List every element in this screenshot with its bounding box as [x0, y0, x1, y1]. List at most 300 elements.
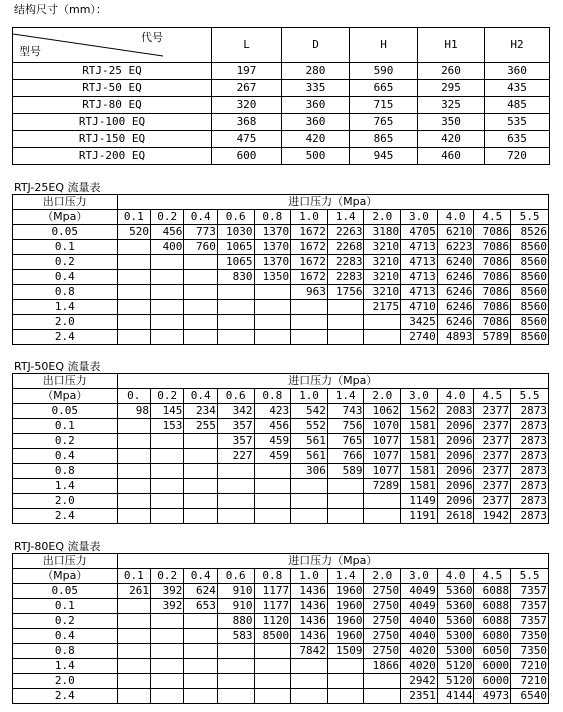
- flow-value-cell: [254, 689, 291, 704]
- flow-value-cell: 760: [184, 240, 217, 255]
- flow-value-cell: [151, 434, 184, 449]
- inlet-pressure-header: 0.2: [151, 569, 184, 584]
- flow-value-cell: [327, 659, 364, 674]
- flow-value-cell: 2873: [511, 494, 549, 509]
- dimensions-row: [13, 148, 550, 165]
- outlet-pressure-cell: 2.0: [13, 494, 118, 509]
- flow-value-cell: 1960: [327, 584, 364, 599]
- outlet-pressure-cell: 0.2: [13, 255, 118, 270]
- outlet-pressure-cell: 0.4: [13, 449, 118, 464]
- dimension-value-cell: 720: [485, 148, 550, 165]
- flow-table-rtj-80eq: [12, 553, 549, 704]
- flow-value-cell: 2377: [474, 449, 511, 464]
- dimension-value-cell: 600: [212, 148, 282, 165]
- flow-value-cell: 4713: [401, 270, 438, 285]
- flow-value-cell: 423: [254, 404, 291, 419]
- flow-value-cell: [254, 330, 291, 345]
- flow-value-cell: 2096: [437, 464, 474, 479]
- flow-value-cell: 4973: [474, 689, 511, 704]
- flow-value-cell: [184, 644, 217, 659]
- flow-value-cell: 1177: [254, 584, 291, 599]
- flow-value-cell: [117, 659, 150, 674]
- flow-value-cell: 2283: [327, 255, 364, 270]
- dimension-value-cell: 360: [282, 114, 350, 131]
- flow-value-cell: 624: [184, 584, 217, 599]
- inlet-pressure-header: 0.8: [254, 389, 291, 404]
- dimension-value-cell: 590: [350, 63, 418, 80]
- dimension-value-cell: 360: [282, 97, 350, 114]
- flow-value-cell: [327, 674, 364, 689]
- flow-value-cell: [364, 330, 401, 345]
- flow-value-cell: 357: [217, 419, 254, 434]
- dimensions-header-row: [13, 28, 550, 63]
- flow-value-cell: 2263: [327, 225, 364, 240]
- dimensions-column-header: L: [212, 28, 282, 63]
- flow-value-cell: 5789: [474, 330, 511, 345]
- flow-value-cell: [151, 494, 184, 509]
- flow-value-cell: 8500: [254, 629, 291, 644]
- flow-value-cell: 4040: [401, 614, 438, 629]
- flow-value-cell: 234: [184, 404, 217, 419]
- flow-value-cell: [151, 315, 184, 330]
- flow-value-cell: 7289: [364, 479, 401, 494]
- flow-value-cell: [184, 330, 217, 345]
- flow-value-cell: [151, 509, 184, 524]
- flow-value-cell: 2096: [437, 449, 474, 464]
- flow-value-cell: 6540: [511, 689, 549, 704]
- outlet-pressure-cell: 0.8: [13, 464, 118, 479]
- flow-value-cell: [151, 270, 184, 285]
- flow-value-cell: 6088: [474, 614, 511, 629]
- flow-row: [13, 404, 549, 419]
- dimension-value-cell: 635: [485, 131, 550, 148]
- flow-value-cell: 773: [184, 225, 217, 240]
- model-cell: RTJ-150 EQ: [13, 131, 212, 148]
- flow-value-cell: 2750: [364, 584, 401, 599]
- outlet-pressure-cell: 0.1: [13, 419, 118, 434]
- flow-value-cell: 1672: [291, 270, 328, 285]
- inlet-pressure-header: 0.2: [151, 210, 184, 225]
- flow-value-cell: [117, 255, 150, 270]
- flow-value-cell: [254, 285, 291, 300]
- inlet-pressure-header: 1.4: [327, 210, 364, 225]
- flow-value-cell: 459: [254, 449, 291, 464]
- flow-value-cell: 3210: [364, 255, 401, 270]
- flow-value-cell: 1436: [291, 599, 328, 614]
- flow-value-cell: 1942: [474, 509, 511, 524]
- flow-value-cell: [184, 434, 217, 449]
- flow-value-cell: 5300: [437, 644, 474, 659]
- flow-value-cell: 2175: [364, 300, 401, 315]
- flow-value-cell: 4020: [401, 659, 438, 674]
- flow-row: [13, 255, 549, 270]
- flow-value-cell: [217, 464, 254, 479]
- flow-value-cell: 3210: [364, 285, 401, 300]
- flow-value-cell: 1370: [254, 255, 291, 270]
- flow-value-cell: 589: [327, 464, 364, 479]
- inlet-pressure-header: 1.0: [291, 389, 328, 404]
- flow-value-cell: 7350: [511, 644, 549, 659]
- flow-row: [13, 494, 549, 509]
- flow-value-cell: 1065: [217, 255, 254, 270]
- flow-value-cell: 2740: [401, 330, 438, 345]
- flow-value-cell: 7210: [511, 659, 549, 674]
- inlet-pressure-header: 4.0: [437, 389, 474, 404]
- flow-value-cell: [327, 689, 364, 704]
- flow-value-cell: 6240: [437, 255, 474, 270]
- flow-header-row: [13, 210, 549, 225]
- flow-value-cell: [184, 689, 217, 704]
- flow-value-cell: 8526: [511, 225, 549, 240]
- flow-value-cell: 7086: [474, 300, 511, 315]
- dimension-value-cell: 765: [350, 114, 418, 131]
- flow-value-cell: [151, 674, 184, 689]
- flow-value-cell: 4049: [401, 599, 438, 614]
- inlet-pressure-header: 4.0: [437, 210, 474, 225]
- flow-value-cell: [184, 300, 217, 315]
- flow-value-cell: [364, 509, 401, 524]
- model-cell: RTJ-100 EQ: [13, 114, 212, 131]
- flow-value-cell: 1077: [364, 449, 401, 464]
- flow-value-cell: 1065: [217, 240, 254, 255]
- flow-value-cell: 7350: [511, 629, 549, 644]
- flow-value-cell: 1149: [401, 494, 438, 509]
- flow-value-cell: [291, 494, 328, 509]
- flow-value-cell: 456: [151, 225, 184, 240]
- outlet-pressure-cell: 2.0: [13, 674, 118, 689]
- flow-row: [13, 509, 549, 524]
- flow-value-cell: [151, 449, 184, 464]
- flow-value-cell: 7086: [474, 255, 511, 270]
- flow-row: [13, 300, 549, 315]
- flow-value-cell: [184, 674, 217, 689]
- dimension-value-cell: 665: [350, 80, 418, 97]
- flow-value-cell: [217, 674, 254, 689]
- dimension-value-cell: 368: [212, 114, 282, 131]
- flow-value-cell: 1581: [401, 434, 438, 449]
- flow-header-row: [13, 195, 549, 210]
- flow-value-cell: 3210: [364, 240, 401, 255]
- flow-value-cell: [151, 300, 184, 315]
- dimension-value-cell: 865: [350, 131, 418, 148]
- flow-value-cell: 7086: [474, 315, 511, 330]
- flow-value-cell: 4705: [401, 225, 438, 240]
- dimensions-column-header: H1: [418, 28, 485, 63]
- flow-header-row: [13, 389, 549, 404]
- flow-table-rtj-50eq: [12, 373, 549, 524]
- outlet-pressure-cell: 1.4: [13, 479, 118, 494]
- flow-value-cell: 459: [254, 434, 291, 449]
- outlet-pressure-cell: 0.8: [13, 644, 118, 659]
- flow-row: [13, 434, 549, 449]
- flow-value-cell: [327, 494, 364, 509]
- flow-header-row: [13, 554, 549, 569]
- dimension-value-cell: 420: [418, 131, 485, 148]
- flow-value-cell: 4713: [401, 255, 438, 270]
- inlet-pressure-header: 4.5: [474, 210, 511, 225]
- diagonal-divider: [13, 28, 212, 62]
- flow-row: [13, 584, 549, 599]
- flow-value-cell: [184, 449, 217, 464]
- flow-value-cell: 7210: [511, 674, 549, 689]
- flow-value-cell: [184, 285, 217, 300]
- flow-value-cell: 342: [217, 404, 254, 419]
- flow-value-cell: [254, 659, 291, 674]
- outlet-pressure-cell: 0.05: [13, 225, 118, 240]
- flow-value-cell: [364, 674, 401, 689]
- flow-value-cell: [327, 330, 364, 345]
- flow-value-cell: 2873: [511, 449, 549, 464]
- flow-value-cell: 7357: [511, 599, 549, 614]
- flow-value-cell: 6088: [474, 584, 511, 599]
- flow-value-cell: 765: [327, 434, 364, 449]
- dimensions-table: [12, 27, 550, 165]
- flow-value-cell: 1370: [254, 225, 291, 240]
- flow-value-cell: 153: [151, 419, 184, 434]
- flow-value-cell: 2377: [474, 404, 511, 419]
- flow-value-cell: [184, 315, 217, 330]
- outlet-pressure-cell: 2.0: [13, 315, 118, 330]
- flow-value-cell: 8560: [511, 315, 549, 330]
- dimensions-row: [13, 97, 550, 114]
- outlet-pressure-cell: 0.2: [13, 434, 118, 449]
- dimension-value-cell: 350: [418, 114, 485, 131]
- outlet-pressure-cell: 2.4: [13, 509, 118, 524]
- flow-value-cell: 2096: [437, 434, 474, 449]
- flow-value-cell: 6246: [437, 300, 474, 315]
- dimensions-corner-cell: [13, 28, 212, 63]
- inlet-pressure-header: 1.0: [291, 210, 328, 225]
- flow-value-cell: [184, 479, 217, 494]
- flow-value-cell: 1756: [327, 285, 364, 300]
- flow-value-cell: 2377: [474, 464, 511, 479]
- flow-value-cell: [184, 509, 217, 524]
- flow-value-cell: 1350: [254, 270, 291, 285]
- flow-value-cell: 3425: [401, 315, 438, 330]
- flow-value-cell: 2873: [511, 419, 549, 434]
- flow-value-cell: 4020: [401, 644, 438, 659]
- flow-value-cell: [184, 614, 217, 629]
- dimension-value-cell: 360: [485, 63, 550, 80]
- flow-value-cell: 1077: [364, 434, 401, 449]
- flow-value-cell: [151, 330, 184, 345]
- flow-value-cell: [254, 509, 291, 524]
- flow-value-cell: 2283: [327, 270, 364, 285]
- flow-value-cell: [217, 494, 254, 509]
- flow-value-cell: [117, 240, 150, 255]
- flow-value-cell: 1672: [291, 240, 328, 255]
- inlet-pressure-header: 0.1: [117, 569, 150, 584]
- flow-value-cell: [117, 599, 150, 614]
- flow-value-cell: [364, 315, 401, 330]
- inlet-pressure-header: 0.4: [184, 389, 217, 404]
- flow-value-cell: 8560: [511, 270, 549, 285]
- flow-value-cell: 6210: [437, 225, 474, 240]
- inlet-pressure-header: 0.8: [254, 210, 291, 225]
- outlet-pressure-cell: 0.2: [13, 614, 118, 629]
- flow-value-cell: 306: [291, 464, 328, 479]
- flow-value-cell: [184, 494, 217, 509]
- flow-value-cell: 830: [217, 270, 254, 285]
- flow-value-cell: 400: [151, 240, 184, 255]
- flow-value-cell: [217, 315, 254, 330]
- flow-row: [13, 674, 549, 689]
- inlet-pressure-header: 0.4: [184, 210, 217, 225]
- flow-value-cell: [291, 509, 328, 524]
- flow-value-cell: [117, 449, 150, 464]
- inlet-pressure-header: 1.0: [291, 569, 328, 584]
- outlet-pressure-label: 出口压力: [13, 554, 118, 569]
- flow-value-cell: 7086: [474, 240, 511, 255]
- flow-value-cell: [151, 479, 184, 494]
- flow-value-cell: 2377: [474, 434, 511, 449]
- outlet-pressure-cell: 1.4: [13, 659, 118, 674]
- outlet-pressure-unit: （Mpa）: [13, 210, 118, 225]
- flow-value-cell: 4710: [401, 300, 438, 315]
- flow-value-cell: 6246: [437, 270, 474, 285]
- flow-value-cell: [291, 330, 328, 345]
- flow-value-cell: 2377: [474, 494, 511, 509]
- flow-value-cell: [117, 330, 150, 345]
- flow-row: [13, 330, 549, 345]
- flow-value-cell: 261: [117, 584, 150, 599]
- flow-value-cell: 963: [291, 285, 328, 300]
- flow-value-cell: 8560: [511, 240, 549, 255]
- flow-value-cell: 4713: [401, 285, 438, 300]
- outlet-pressure-label: 出口压力: [13, 195, 118, 210]
- flow-value-cell: 4049: [401, 584, 438, 599]
- flow-value-cell: [291, 315, 328, 330]
- dimension-value-cell: 335: [282, 80, 350, 97]
- flow-value-cell: [117, 509, 150, 524]
- flow-value-cell: 1672: [291, 225, 328, 240]
- flow-value-cell: [254, 479, 291, 494]
- outlet-pressure-cell: 0.4: [13, 629, 118, 644]
- flow-value-cell: [117, 674, 150, 689]
- flow-value-cell: [117, 285, 150, 300]
- flow-value-cell: 1509: [327, 644, 364, 659]
- flow-table-title: RTJ-25EQ 流量表: [14, 181, 101, 194]
- flow-value-cell: 2351: [401, 689, 438, 704]
- flow-row: [13, 285, 549, 300]
- inlet-pressure-header: 4.5: [474, 389, 511, 404]
- flow-value-cell: 2377: [474, 419, 511, 434]
- flow-value-cell: [327, 479, 364, 494]
- flow-value-cell: 7086: [474, 225, 511, 240]
- flow-value-cell: [117, 479, 150, 494]
- flow-value-cell: 392: [151, 584, 184, 599]
- dimension-value-cell: 197: [212, 63, 282, 80]
- inlet-pressure-header: 0.6: [217, 569, 254, 584]
- flow-value-cell: 1581: [401, 449, 438, 464]
- flow-value-cell: 2873: [511, 404, 549, 419]
- flow-value-cell: 2873: [511, 464, 549, 479]
- flow-value-cell: [117, 464, 150, 479]
- flow-value-cell: [291, 689, 328, 704]
- inlet-pressure-header: 1.4: [327, 389, 364, 404]
- flow-value-cell: 1070: [364, 419, 401, 434]
- inlet-pressure-header: 0.8: [254, 569, 291, 584]
- flow-value-cell: [217, 479, 254, 494]
- flow-header-row: [13, 374, 549, 389]
- flow-value-cell: [364, 689, 401, 704]
- flow-row: [13, 629, 549, 644]
- model-cell: RTJ-80 EQ: [13, 97, 212, 114]
- flow-value-cell: [184, 464, 217, 479]
- outlet-pressure-cell: 0.4: [13, 270, 118, 285]
- flow-value-cell: [254, 494, 291, 509]
- model-cell: RTJ-200 EQ: [13, 148, 212, 165]
- flow-value-cell: [117, 419, 150, 434]
- flow-value-cell: [291, 479, 328, 494]
- flow-row: [13, 240, 549, 255]
- inlet-pressure-header: 0.: [117, 389, 150, 404]
- dimension-value-cell: 260: [418, 63, 485, 80]
- flow-value-cell: [117, 300, 150, 315]
- model-cell: RTJ-25 EQ: [13, 63, 212, 80]
- outlet-pressure-cell: 0.8: [13, 285, 118, 300]
- dimension-value-cell: 320: [212, 97, 282, 114]
- flow-value-cell: [117, 689, 150, 704]
- flow-value-cell: 2096: [437, 479, 474, 494]
- flow-value-cell: 1960: [327, 599, 364, 614]
- flow-value-cell: [254, 644, 291, 659]
- outlet-pressure-cell: 1.4: [13, 300, 118, 315]
- flow-value-cell: 910: [217, 584, 254, 599]
- inlet-pressure-header: 2.0: [364, 569, 401, 584]
- outlet-pressure-cell: 2.4: [13, 689, 118, 704]
- flow-value-cell: 4040: [401, 629, 438, 644]
- inlet-pressure-header: 4.5: [474, 569, 511, 584]
- inlet-pressure-header: 5.5: [511, 389, 549, 404]
- flow-value-cell: [254, 674, 291, 689]
- flow-value-cell: 2096: [437, 419, 474, 434]
- flow-value-cell: [254, 300, 291, 315]
- flow-value-cell: 2096: [437, 494, 474, 509]
- flow-value-cell: [184, 659, 217, 674]
- flow-value-cell: [291, 659, 328, 674]
- flow-value-cell: 2942: [401, 674, 438, 689]
- inlet-pressure-label: 进口压力（Mpa）: [117, 374, 548, 389]
- flow-value-cell: [184, 270, 217, 285]
- outlet-pressure-unit: （Mpa）: [13, 389, 118, 404]
- flow-table-title: RTJ-50EQ 流量表: [14, 360, 101, 373]
- flow-value-cell: 5300: [437, 629, 474, 644]
- flow-value-cell: [151, 659, 184, 674]
- flow-table-title: RTJ-80EQ 流量表: [14, 540, 101, 553]
- flow-value-cell: [217, 659, 254, 674]
- flow-row: [13, 225, 549, 240]
- flow-value-cell: [364, 494, 401, 509]
- inlet-pressure-header: 2.0: [364, 389, 401, 404]
- flow-value-cell: 1191: [401, 509, 438, 524]
- flow-value-cell: 6246: [437, 285, 474, 300]
- flow-value-cell: 2083: [437, 404, 474, 419]
- flow-value-cell: 561: [291, 449, 328, 464]
- flow-value-cell: [327, 300, 364, 315]
- flow-value-cell: [254, 315, 291, 330]
- flow-value-cell: 4144: [437, 689, 474, 704]
- flow-value-cell: 1866: [364, 659, 401, 674]
- flow-value-cell: 561: [291, 434, 328, 449]
- flow-value-cell: [254, 464, 291, 479]
- flow-row: [13, 419, 549, 434]
- flow-value-cell: 743: [327, 404, 364, 419]
- corner-model-label: 型号: [19, 45, 41, 58]
- flow-value-cell: [151, 644, 184, 659]
- flow-value-cell: [217, 689, 254, 704]
- flow-value-cell: [151, 689, 184, 704]
